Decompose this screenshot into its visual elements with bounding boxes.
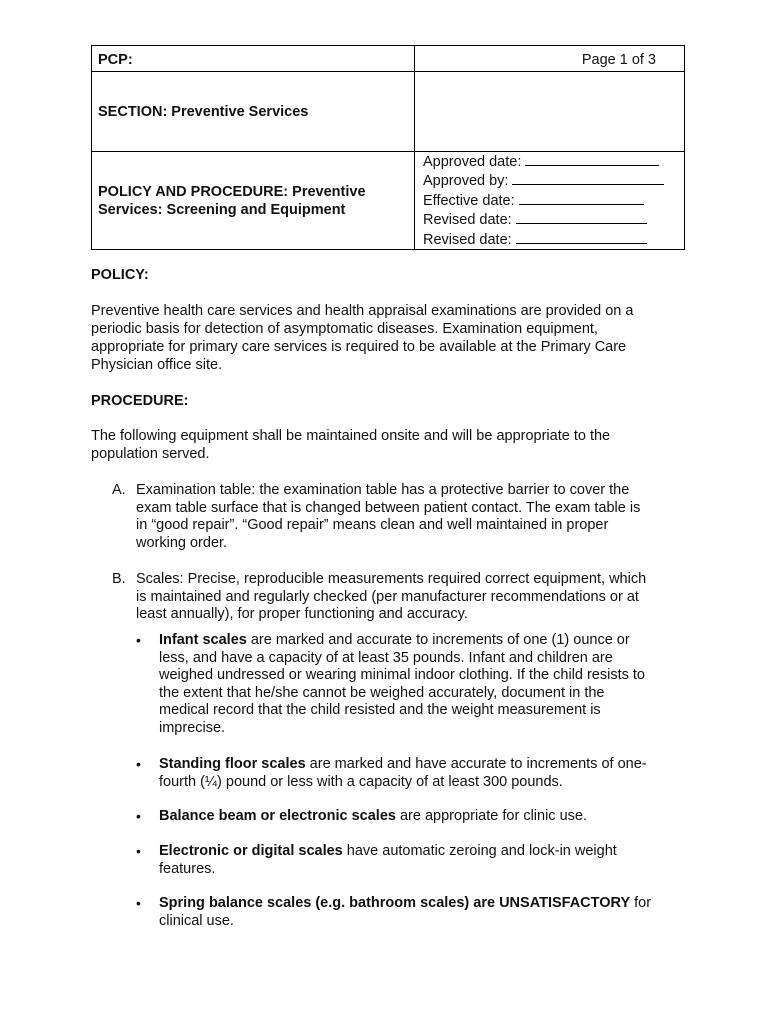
page-number: Page 1 of 3 xyxy=(415,46,685,72)
procedure-intro xyxy=(91,427,610,463)
policy-title xyxy=(92,152,415,250)
bullet-icon: • xyxy=(136,632,141,648)
bullet-icon: • xyxy=(136,756,141,772)
text-line: clinical use. xyxy=(159,912,234,929)
text-line: medical record that the child resisted and the weight measurement is xyxy=(159,702,601,719)
text-line: Physician office site. xyxy=(91,357,223,373)
text-line: in “good repair”. “Good repair” means clean and well maintained in proper xyxy=(136,517,609,534)
approval-fields xyxy=(415,152,685,250)
text-line: exam table surface that is changed between patient contact. The exam table is xyxy=(136,499,641,516)
revised-date-field: Revised date: xyxy=(423,210,684,229)
text-line: least annually), for proper functioning and accuracy. xyxy=(136,606,468,623)
procedure-heading: PROCEDURE: xyxy=(91,393,189,409)
blank-cell xyxy=(415,72,685,152)
text-line: The following equipment shall be maintained onsite and will be appropriate to the xyxy=(91,428,611,444)
list-letter: B. xyxy=(112,571,126,587)
effective-date-field: Effective date: xyxy=(423,191,684,210)
policy-heading: POLICY: xyxy=(91,267,149,283)
policy-title-line: POLICY AND PROCEDURE: Preventive xyxy=(98,183,366,200)
text-line: features. xyxy=(159,860,216,877)
list-letter: A. xyxy=(112,482,126,498)
policy-title-line: Services: Screening and Equipment xyxy=(98,201,346,218)
text-line: appropriate for primary care services is required to be available at the Primary Care xyxy=(91,339,627,355)
text-line: less, and have a capacity of at least 35 pounds. Infant and children are xyxy=(159,649,613,666)
text-line: is maintained and regularly checked (per manufacturer recommendations or at xyxy=(136,588,639,605)
revised-date-field: Revised date: xyxy=(423,230,684,249)
pcp-label: PCP: xyxy=(92,46,415,72)
text-line: imprecise. xyxy=(159,719,226,736)
approved-date-field: Approved date: xyxy=(423,152,684,171)
text-line: periodic basis for detection of asymptomatic diseases. Examination equipment, xyxy=(91,321,598,337)
policy-header-table xyxy=(91,45,685,250)
policy-paragraph xyxy=(91,302,633,374)
bullet-icon: • xyxy=(136,808,141,824)
section-title: SECTION: Preventive Services xyxy=(92,72,415,152)
text-line: Infant scales are marked and accurate to increments of one (1) ounce or xyxy=(159,632,630,648)
text-line: Standing floor scales are marked and have accurate to increments of one- xyxy=(159,756,647,772)
text-line: Electronic or digital scales have automatic zeroing and lock-in weight xyxy=(159,843,617,859)
approved-by-field: Approved by: xyxy=(423,171,684,190)
text-line: Spring balance scales (e.g. bathroom scales) are UNSATISFACTORY for xyxy=(159,895,652,911)
text-line: fourth (¼) pound or less with a capacity of at least 300 pounds. xyxy=(159,773,563,790)
text-line: weighed undressed or wearing minimal indoor clothing. If the child resists to xyxy=(159,667,645,684)
text-line: Scales: Precise, reproducible measurements required correct equipment, which xyxy=(136,571,647,587)
text-line: population served. xyxy=(91,446,210,462)
text-line: working order. xyxy=(136,534,228,551)
bullet-icon: • xyxy=(136,895,141,911)
text-line: Balance beam or electronic scales are appropriate for clinic use. xyxy=(159,808,587,824)
text-line: Preventive health care services and health appraisal examinations are provided on a xyxy=(91,303,634,319)
text-line: the extent that he/she cannot be weighed accurately, document in the xyxy=(159,684,605,701)
text-line: Examination table: the examination table has a protective barrier to cover the xyxy=(136,482,630,498)
bullet-icon: • xyxy=(136,843,141,859)
